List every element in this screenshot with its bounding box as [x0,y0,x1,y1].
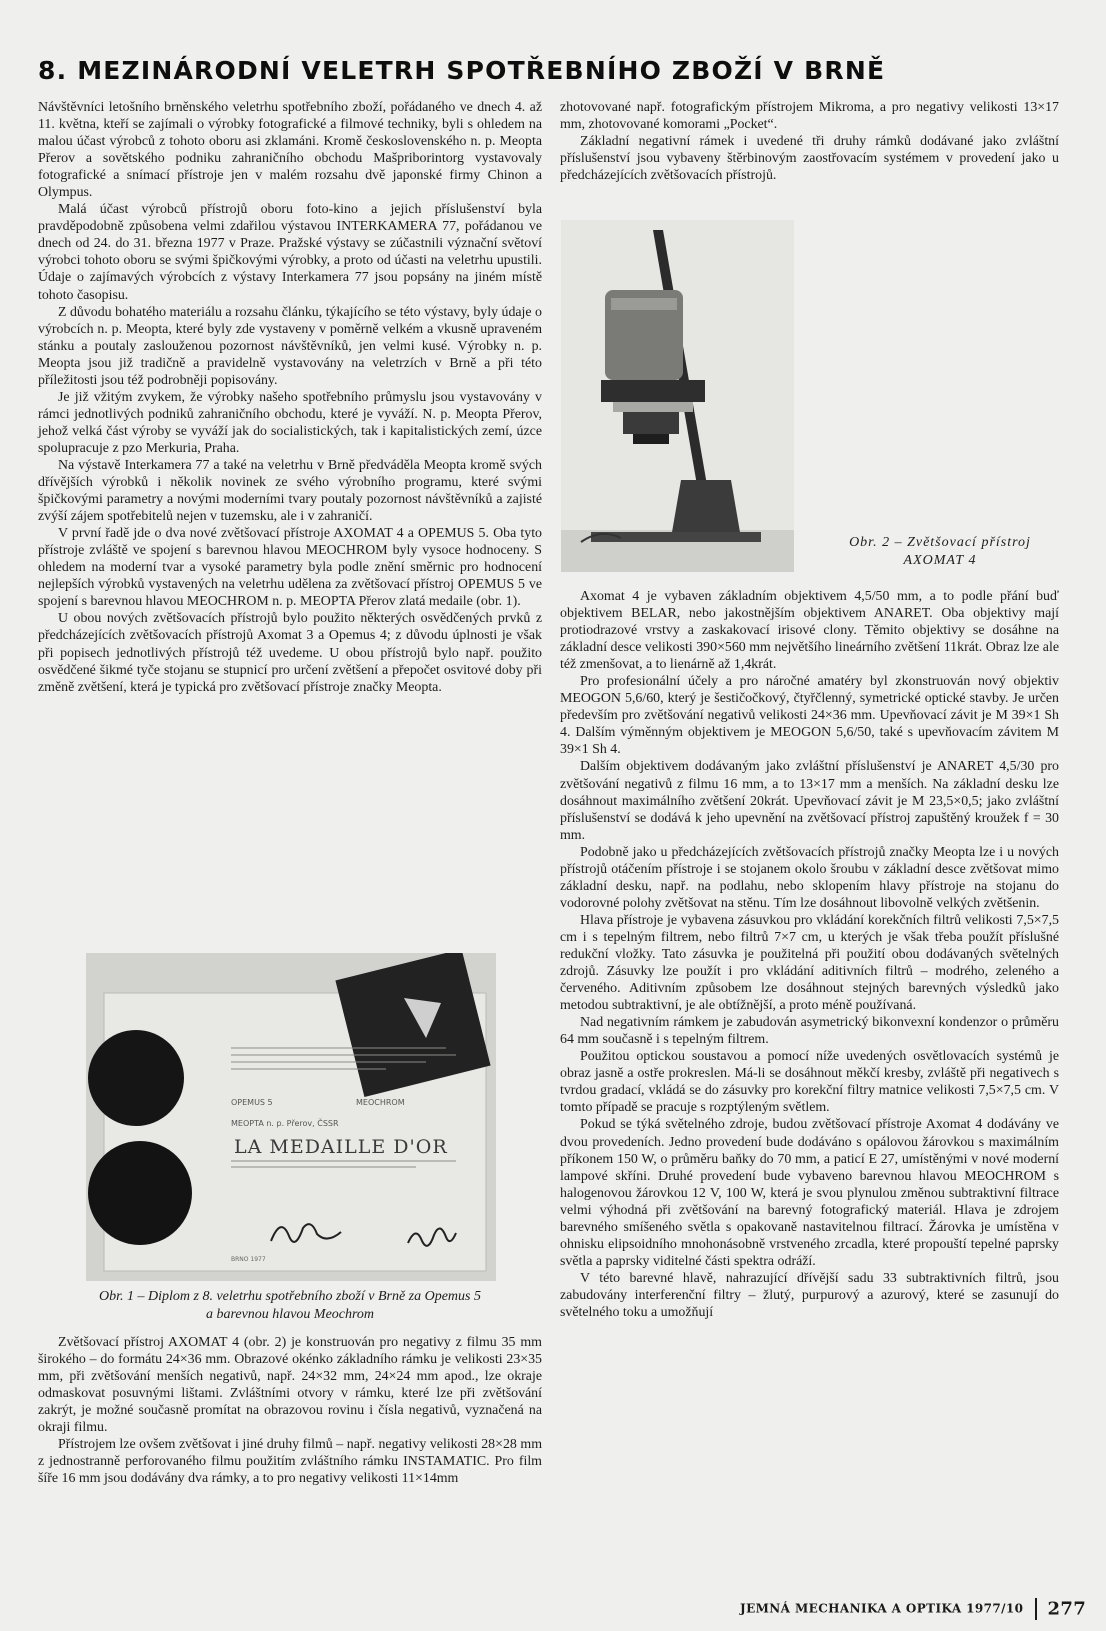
diploma-meochrom: MEOCHROM [356,1098,405,1107]
paragraph: V této barevné hlavě, nahrazující dřívější sadu 33 subtraktivních filtrů, jsou zabudovány interferenční filtry – žlutý, purpurový a azurový, které se zasunují do světelného toku a umožňují [560,1270,1059,1320]
figure-diploma-photo [86,953,496,1281]
left-column-bottom [38,1334,542,1487]
figure2-caption-line1: Obr. 2 – Zvětšovací přístroj [849,535,1031,550]
diploma-meopta: MEOPTA n. p. Přerov, ČSSR [231,1119,339,1128]
paragraph: Nad negativním rámkem je zabudován asymetrický bikonvexní kondenzor o průměru 64 mm současně i s tepelným filtrem. [560,1015,1059,1048]
right-column-bottom [560,588,1059,1321]
paragraph: Použitou optickou soustavou a pomocí níže uvedených osvětlovacích systémů je obraz jasně a ostře prokreslen. Má-li se dosáhnout měkčí kresby, zvláště při negativech s tvrdou gradací, vkládá se do zásuvky pro korekční filtry matnice velikosti 7,5×7,5 cm. V tomto případě se pracuje s rozptýleným světlem. [560,1049,1059,1116]
paragraph: Malá účast výrobců přístrojů oboru foto-kino a jejich příslušenství byla pravděpodobně způsobena velmi zdařilou výstavou INTERKAMERA 77, pořádanou ve dnech od 24. do 31. března 1977 v Praze. Pražské výstavy se zúčastnili význační světoví výrobci tohoto oboru se svými špičkovými výrobky, a proto od účasti na veletrhu upustili. Údaje o zajímavých výrobcích z výstavy Interkamera 77 jsou popsány na jiném místě tohoto časopisu. [38,202,542,303]
paragraph: Přístrojem lze ovšem zvětšovat i jiné druhy filmů – např. negativy velikosti 28×28 mm z jednostranně perforovaného filmu použitím zvláštního rámku INSTAMATIC. Pro film šíře 16 mm jsou dodávány dva rámky, a to pro negativy velikosti 11×14mm [38,1437,542,1487]
paragraph: Axomat 4 je vybaven základním objektivem 4,5/50 mm, a to podle přání buď objektivem BELAR, nebo jakostnějším objektivem ANARET. Oba objektivy mají protiodrazové vrstvy a zaskakovací irisové clony. Těmito objektivy se dosáhne na základní desce velikosti 390×560 mm největšího lineárního zvětšení 11krát. Obraz lze ale též zmenšovat, a to lienárně až 1,4krát. [560,589,1059,673]
page-footer [740,1598,1086,1620]
paragraph: V první řadě jde o dva nové zvětšovací přístroje AXOMAT 4 a OPEMUS 5. Oba tyto přístroje zvláště ve spojení s barevnou hlavou MEOCHROM byly vysoce hodnoceny. S ohledem na moderní tvar a vysoké parametry byla podle znění směrnic pro hodnocení nejlepších výrobků vystavených na veletrhu udělena za zvětšovací přístroj OPEMUS 5 ve spojení s barevnou hlavou MEOCHROM n. p. MEOPTA Přerov zlatá medaile (obr. 1). [38,526,542,610]
figure2-caption [815,534,1065,570]
paragraph: Zvětšovací přístroj AXOMAT 4 (obr. 2) je konstruován pro negativy z filmu 35 mm širokého – do formátu 24×36 mm. Obrazové okénko základního rámku je velikosti 23×35 mm, při zvětšování menších negativů, např. 24×32 mm, 24×24 mm apod., lze okraje odmaskovat posuvnými lištami. Zvláštními otvory v rámku, které lze při zvětšování zakrýt, je možné současně promítat na obrazovou rovinu i čísla negativů, vyznačená na okraji filmu. [38,1335,542,1436]
diploma-image [86,953,496,1281]
paragraph: zhotovované např. fotografickým přístrojem Mikroma, a pro negativy velikosti 13×17 mm, zhotovované komorami „Pocket“. [560,100,1059,133]
paragraph: Pro profesionální účely a pro náročné amatéry byl zkonstruován nový objektiv MEOGON 5,6/60, který je šestičočkový, čtyřčlenný, symetrické optické stavby. Je určen především pro zvětšování negativů velikosti 24×36 mm. Upevňovací závit je M 39×1 Sh 4. Dalším výměnným objektivem je MEOGON 5,6/50, také s upevňovacím závitem M 39×1 Sh 4. [560,674,1059,758]
paragraph: Základní negativní rámek i uvedené tři druhy rámků dodávané jako zvláštní příslušenství jsou vybaveny štěrbinovým zaostřovacím systémem v provedení jako u předcházejících zvětšovacích přístrojů. [560,134,1059,184]
figure1-caption-line2: a barevnou hlavou Meochrom [205,1307,375,1322]
page-number: 277 [1047,1598,1087,1620]
left-column-top [38,99,542,696]
figure2-caption-line2: AXOMAT 4 [903,553,977,568]
paragraph: Hlava přístroje je vybavena zásuvkou pro vkládání korekčních filtrů velikosti 7,5×7,5 cm i s tepelným filtrem, nebo filtrů 7×7 cm, u kterých je však třeba použít příslušné redukční vložky. Tato zásuvka je použitelná při použití obou dodávaných světelných zdrojů. Zásuvky lze použít i pro vkládání aditivních filtrů – modrého, zeleného a červeného. Aditivním způsobem lze dosáhnout stejných barevných výsledků jako metodou subtraktivní, je ale obtížnější, a proto méně používaná. [560,912,1059,1014]
paragraph: Z důvodu bohatého materiálu a rozsahu článku, týkajícího se této výstavy, byly údaje o výrobcích n. p. Meopta, které byly zde vystaveny v poměrně velkém a vkusně upraveném stánku a poutaly zaslouženou pozornost návštěvníků, jen velmi kusé. Výrobky n. p. Meopta jsou již tradičně a pravidelně vystavovány na veletrzích v Brně a při této příležitosti jsou též podrobněji popisovány. [38,304,542,388]
paragraph: Podobně jako u předcházejících zvětšovacích přístrojů značky Meopta lze i u nových přístrojů otáčením přístroje i se stojanem okolo šroubu v základní desce zvětšovat mimo základní desku, např. na podlahu, nebo sklopením hlavy přístroje na stojanu do vodorovné polohy zvětšovat na stěnu. Tím lze dosáhnout libovolně velkých zvětšenin. [560,844,1059,911]
paragraph: U obou nových zvětšovacích přístrojů bylo použito některých osvědčených prvků z předcházejících zvětšovacích přístrojů Axomat 3 a Opemus 4; z důvodu úplnosti je však při popisech jednotlivých přístrojů též uvedeme. U obou přístrojů bylo např. použito osvědčené šikmé tyče stojanu se stupnicí pro určení zvětšení a přepočet osvitové doby při změně zvětšení, která je typická pro zvětšovací přístroje značky Meopta. [38,611,542,695]
paragraph: Je již vžitým zvykem, že výrobky našeho spotřebního průmyslu jsou vystavovány v rámci jednotlivých podniků zahraničního obchodu, které je vyváží. N. p. Meopta Přerov, jehož velká část výroby se vyváží jak do socialistických, tak i kapitalistických zemí, úzce spolupracuje z pzo Merkuria, Praha. [38,389,542,456]
paragraph: Dalším objektivem dodávaným jako zvláštní příslušenství je ANARET 4,5/30 pro zvětšování negativů z filmu 16 mm, a to 13×17 mm a menších. Na základní desku lze dosáhnout maximálního zvětšení 20krát. Upevňovací závit je M 23,5×0,5; jako zvláštní příslušenství se dodává k jeho upevnění na zvětšovací přístroj zapuštěný kroužek f = 30 mm. [560,759,1059,843]
journal-name: JEMNÁ MECHANIKA A OPTIKA 1977/10 [740,1601,1024,1616]
diploma-opemus: OPEMUS 5 [231,1098,273,1107]
lens [623,412,679,434]
figure1-caption [40,1288,540,1324]
article-title: 8. MEZINÁRODNÍ VELETRH SPOTŘEBNÍHO ZBOŽÍ V BRNĚ [38,56,886,85]
paragraph: Na výstavě Interkamera 77 a také na veletrhu v Brně předváděla Meopta kromě svých dřívějších výrobků i několik novinek ze svého výrobního programu, které svými špičkovými parametry a novými moderními tvary poutaly pozornost návštěvníků a zajisté zvýší zájem spotřebitelů nejen v tuzemsku, ale i v zahraničí. [38,457,542,525]
figure-axomat-photo [561,220,794,572]
diploma-title: LA MEDAILLE D'OR [234,1136,448,1158]
paragraph: Pokud se týká světelného zdroje, budou zvětšovací přístroje Axomat 4 dodávány ve dvou provedeních. Jedno provedení bude dodáváno s opálovou žárovkou s maximálním příkonem 150 W, o průměru baňky do 70 mm, a paticí E 27, umístěnými v nové moderní lampové skříni. Druhé provedení bude vybaveno barevnou hlavou MEOCHROM s halogenovou žárovkou 12 V, 100 W, která je svou plynulou změnou subtraktivní filtrace velmi výhodná při zvětšování na barevný fotografický materiál. Hlava je zdrojem barevného smíšeného světla s opakovaně nastavitelnou filtrací. Žárovka je umístěna v ohnisku elipsoidního mnohonásobně vrstveného zrcadla, které propouští tepelné paprsky světla a paprsky viditelné části spektra odráží. [560,1117,1059,1269]
figure1-caption-line1: Obr. 1 – Diplom z 8. veletrhu spotřebního zboží v Brně za Opemus 5 [98,1289,481,1304]
paragraph: Návštěvníci letošního brněnského veletrhu spotřebního zboží, pořádaného ve dnech 4. až 11. května, kteří se zajímali o výrobky fotografické a filmové techniky, byli s ohledem na malou účast výrobců z tohoto oboru asi zklamáni. Kromě československého n. p. Meopta Přerov a sovětského podniku zahraničního obchodu Mašpriborintorg vystavovaly fotografické a snímací přístroje jen v malém rozsahu dvě japonské firmy Chinon a Olympus. [38,100,542,201]
enlarger-image [561,220,794,572]
footer-divider [1035,1598,1037,1620]
right-column-top [560,99,1059,184]
diploma-date: BRNO 1977 [231,1256,266,1263]
